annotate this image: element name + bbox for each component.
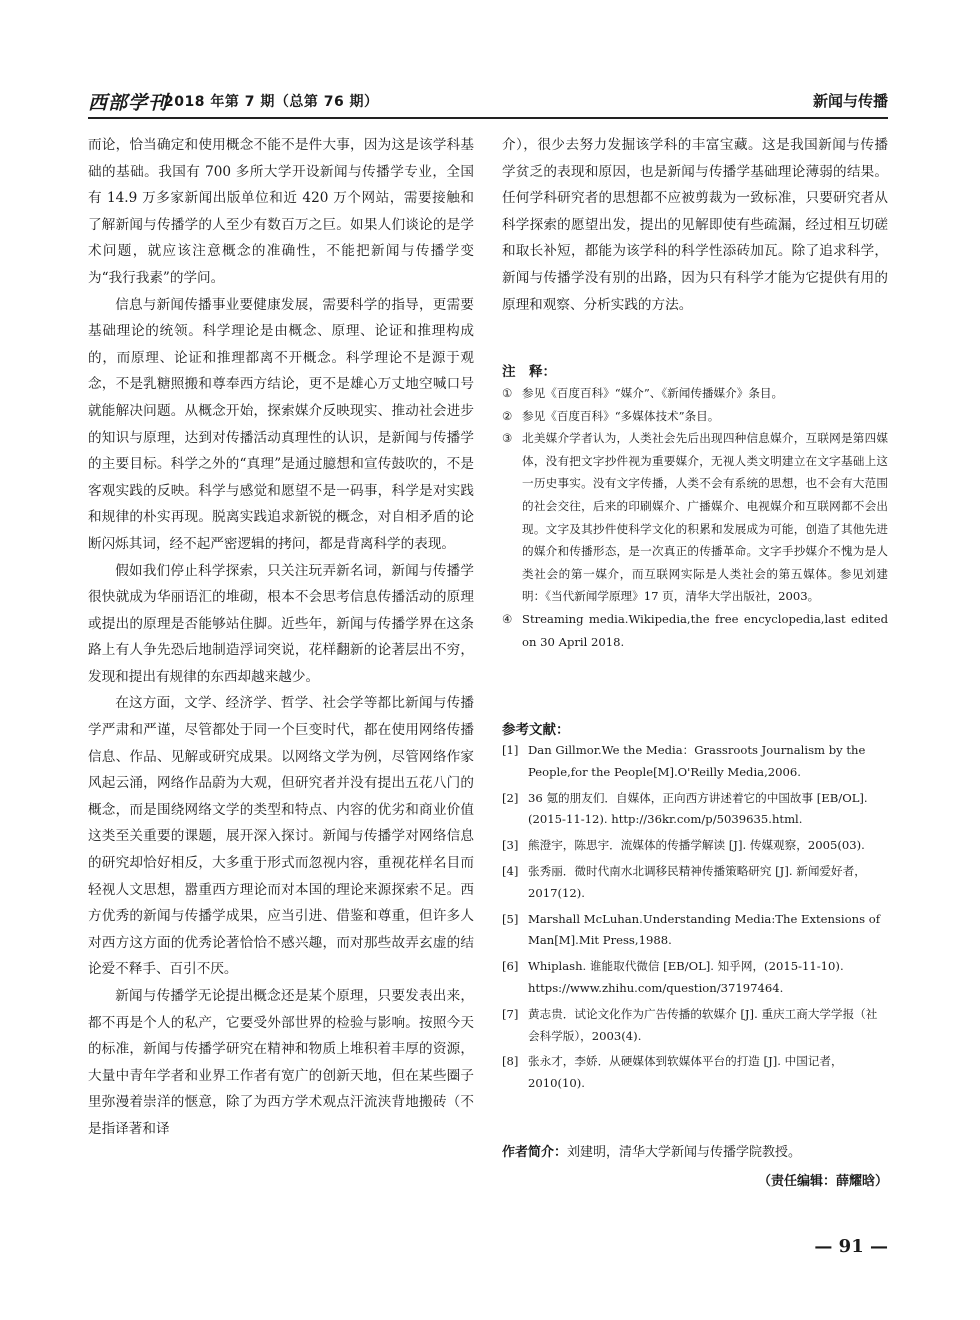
note-text: 参见《百度百科》“媒介”、《新闻传播媒介》条目。 bbox=[522, 386, 784, 400]
responsible-editor: （责任编辑：薛耀晗） bbox=[757, 1174, 888, 1189]
note-item bbox=[502, 427, 888, 608]
reference-text: Marshall McLuhan.Understanding Media:The Extensions of Man[M].Mit Press,1988. bbox=[528, 911, 880, 948]
body-paragraph: 介），很少去努力发掘该学科的丰富宝藏。这是我国新闻与传播学贫乏的表现和原因，也是新闻与传播学基础理论薄弱的结果。任何学科研究者的思想都不应被剪裁为一致标准，只要研究者从科学探索的愿望出发，提出的见解即使有些疏漏，经过相互切磋和取长补短，都能为该学科的科学性添砖加瓦。除了追求科学，新闻与传播学没有别的出路，因为只有科学才能为它提供有用的原理和观察、分析实践的方法。 bbox=[502, 137, 888, 313]
reference-item bbox=[502, 909, 888, 953]
note-item bbox=[502, 405, 888, 428]
references-heading: 参考文献： bbox=[502, 722, 570, 738]
issue-info: 2018 年第 7 期（总第 76 期） bbox=[164, 94, 379, 110]
notes-heading: 注 释： bbox=[502, 364, 556, 380]
reference-text: 张秀丽．微时代南水北调移民精神传播策略研究 [J]. 新闻爱好者，2017(12). bbox=[528, 863, 866, 900]
reference-number: [1] bbox=[502, 743, 519, 757]
reference-text: Dan Gillmor.We the Media：Grassroots Journalism by the People,for the People[M].O'Reilly Media,2006. bbox=[528, 743, 866, 779]
section-title: 新闻与传播 bbox=[812, 92, 888, 110]
reference-item bbox=[502, 956, 888, 1000]
reference-number: [8] bbox=[502, 1054, 519, 1069]
reference-item bbox=[502, 1004, 888, 1048]
note-text: 北美媒介学者认为，人类社会先后出现四种信息媒介，互联网是第四媒体，没有把文字抄件视为重要媒介，无视人类文明建立在文字基础上这一历史事实。没有文字传播，人类不会有系统的思想，也不会有大范围的社会交往，后来的印刷媒介、广播媒介、电视媒介和互联网都不会出现。文字及其抄件使科学文化的积累和发展成为可能，创造了其他先进的媒介和传播形态，是一次真正的传播革命。文字手抄媒介不愧为是人类社会的第一媒介，而互联网实际是人类社会的第五媒体。参见刘建明：《当代新闻学原理》17 页，清华大学出版社，2003。 bbox=[522, 431, 888, 604]
note-text: 参见《百度百科》“多媒体技术”条目。 bbox=[522, 408, 720, 423]
reference-item bbox=[502, 861, 888, 905]
body-paragraph: 而论，恰当确定和使用概念不能不是件大事，因为这是该学科基础的基础。我国有 700 多所大学开设新闻与传播学专业，全国有 14.9 万多家新闻出版单位和近 420 万个网站，需要接触和了解新闻与传播学的人至少有数百万之巨。如果人们谈论的是学术问题，就应该注意概念的准确性，不能把新闻与传播学变为“我行我素”的学问。 bbox=[88, 137, 474, 286]
notes-list bbox=[502, 382, 888, 653]
body-paragraph: 新闻与传播学无论提出概念还是某个原理，只要发表出来，都不再是个人的私产，它要受外部世界的检验与影响。按照今天的标准，新闻与传播学研究在精神和物质上堆积着丰厚的资源，大量中青年学者和业界工作者有宽广的创新天地，但在某些圈子里弥漫着崇洋的惬意，除了为西方学术观点汗流浃背地搬砖（不是指译著和译 bbox=[88, 988, 474, 1137]
page-header bbox=[88, 88, 888, 114]
reference-text: 黄志贵．试论文化作为广告传播的软媒介 [J]. 重庆工商大学学报（社会科学版），2003(4). bbox=[528, 1006, 878, 1043]
note-number: ① bbox=[502, 386, 513, 400]
left-column bbox=[88, 132, 474, 1143]
note-number: ④ bbox=[502, 611, 513, 626]
author-bio bbox=[502, 1141, 888, 1160]
reference-number: [6] bbox=[502, 959, 519, 974]
note-number: ③ bbox=[502, 431, 513, 446]
reference-number: [4] bbox=[502, 863, 519, 878]
reference-number: [7] bbox=[502, 1006, 519, 1021]
note-item bbox=[502, 608, 888, 653]
body-paragraph: 信息与新闻传播事业要健康发展，需要科学的指导，更需要基础理论的统领。科学理论是由概念、原理、论证和推理构成的，而原理、论证和推理都离不开概念。科学理论不是源于观念，不是乳糖照搬和尊奉西方结论，更不是雄心万丈地空喊口号就能解决问题。从概念开始，探索媒介反映现实、推动社会进步的知识与原理，达到对传播活动真理性的认识，是新闻与传播学的主要目标。科学之外的“真理”是通过臆想和宣传鼓吹的，不是客观实践的反映。科学与感觉和愿望不是一码事，科学是对实践和规律的朴实再现。脱离实践追求新锐的概念，对自相矛盾的论断闪烁其词，经不起严密逻辑的拷问，都是背离科学的表现。 bbox=[88, 296, 474, 552]
reference-text: Whiplash. 谁能取代微信 [EB/OL]. 知乎网，(2015-11-10). https://www.zhihu.com/question/37197464. bbox=[528, 959, 844, 995]
author-text: 刘建明，清华大学新闻与传播学院教授。 bbox=[567, 1145, 802, 1160]
reference-text: 熊澄宇，陈思宇．流媒体的传播学解读 [J]. 传媒观察，2005(03). bbox=[528, 838, 865, 853]
note-text: Streaming media.Wikipedia,the free encyclopedia,last edited on 30 April 2018. bbox=[522, 611, 888, 649]
journal-logo: 西部学刊 bbox=[88, 92, 169, 114]
reference-text: 36 氪的朋友们．自媒体，正向西方讲述着它的中国故事 [EB/OL].(2015-11-12). http://36kr.com/p/5039635.html. bbox=[528, 790, 868, 827]
reference-item bbox=[502, 788, 888, 832]
right-column bbox=[502, 132, 888, 318]
reference-item bbox=[502, 835, 888, 857]
references-list bbox=[502, 740, 888, 1099]
reference-item bbox=[502, 740, 888, 784]
reference-number: [3] bbox=[502, 838, 519, 853]
reference-number: [5] bbox=[502, 911, 519, 926]
body-paragraph: 假如我们停止科学探索，只关注玩弄新名词，新闻与传播学很快就成为华丽语汇的堆砌，根本不会思考信息传播活动的原理或提出的原理是否能够站住脚。近些年，新闻与传播学界在这条路上有人争先恐后地制造浮词突说，花样翻新的论著层出不穷，发现和提出有规律的东西却越来越少。 bbox=[88, 562, 474, 685]
body-paragraph: 在这方面，文学、经济学、哲学、社会学等都比新闻与传播学严肃和严谨，尽管都处于同一个巨变时代，都在使用网络传播信息、作品、见解或研究成果。以网络文学为例，尽管网络作家风起云涌，网络作品蔚为大观，但研究者并没有提出五花八门的概念，而是围绕网络文学的类型和特点、内容的优劣和商业价值这类至关重要的课题，展开深入探讨。新闻与传播学对网络信息的研究却恰好相反，大多重于形式而忽视内容，重视花样名目而轻视人文思想，嚣重西方理论而对本国的理论来源探索不足。西方优秀的新闻与传播学成果，应当引进、借鉴和尊重，但许多人对西方这方面的优秀论著恰恰不感兴趣，而对那些故弄玄虚的结论爱不释手、百引不厌。 bbox=[88, 695, 474, 978]
header-rule bbox=[88, 117, 888, 119]
reference-number: [2] bbox=[502, 790, 519, 805]
note-item bbox=[502, 382, 888, 405]
reference-text: 张永才，李娇．从硬媒体到软媒体平台的打造 [J]. 中国记者，2010(10). bbox=[528, 1054, 843, 1091]
page-number: — 91 — bbox=[814, 1236, 888, 1257]
note-number: ② bbox=[502, 408, 513, 423]
author-label: 作者简介： bbox=[502, 1145, 568, 1160]
reference-item bbox=[502, 1051, 888, 1095]
